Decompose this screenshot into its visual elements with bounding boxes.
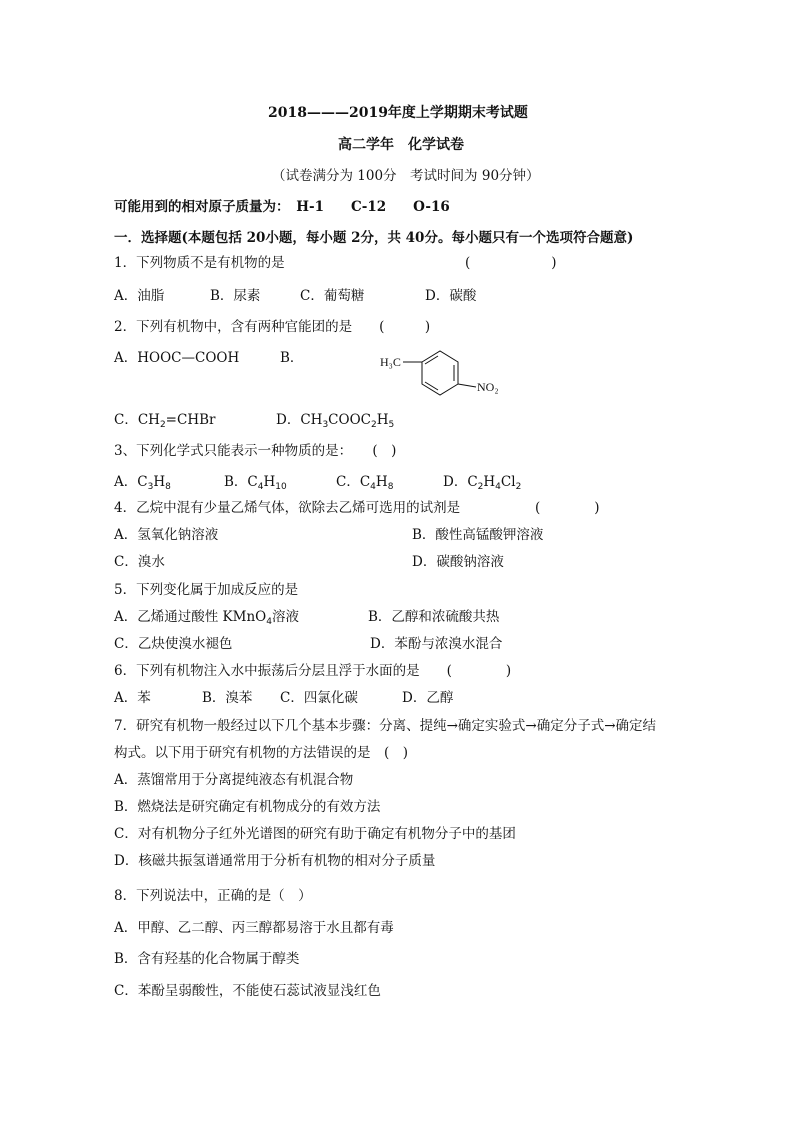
q6-option-a: A．苯	[114, 690, 151, 706]
q2-stem: 2．下列有机物中，含有两种官能团的是 ( )	[114, 319, 431, 335]
q3-option-b	[224, 473, 287, 496]
q7-option-c: C．对有机物分子红外光谱图的研究有助于确定有机物分子中的基团	[114, 826, 516, 842]
q1-option-a: A．油脂	[114, 288, 165, 304]
q5-a-part: A．乙烯通过酸性 KMnO	[114, 609, 267, 625]
q1-answer-paren: ( )	[465, 255, 557, 271]
q4-option-d: D．碳酸钠溶液	[412, 554, 504, 570]
exam-subtitle: 高二学年 化学试卷	[338, 137, 464, 153]
ring-double-bond	[425, 382, 438, 390]
exam-info: （试卷满分为 100分 考试时间为 90分钟）	[272, 168, 540, 184]
q6-stem: 6．下列有机物注入水中振荡后分层且浮于水面的是 ( )	[114, 663, 512, 679]
q6-option-d: D．乙醇	[402, 690, 454, 706]
q7-option-a: A．蒸馏常用于分离提纯液态有机混合物	[114, 772, 354, 788]
q2-option-b: B．	[280, 350, 304, 366]
q3-c-subscript: 4	[370, 482, 376, 492]
nitro-bond	[458, 384, 476, 387]
q3-option-c	[336, 473, 393, 496]
q5-stem: 5．下列变化属于加成反应的是	[114, 582, 299, 598]
q3-option-a	[114, 473, 171, 496]
q4-stem: 4．乙烷中混有少量乙烯气体，欲除去乙烯可选用的试剂是	[114, 500, 461, 516]
p-nitrotoluene-structure	[372, 340, 517, 402]
q1-option-d: D．碳酸	[425, 288, 477, 304]
q2-c-subscript: 2	[159, 420, 166, 430]
q3-d-part: Cl	[500, 474, 516, 490]
q7-stem-line2: 构式。以下用于研究有机物的方法错误的是 ( )	[114, 745, 409, 761]
q3-d-part: D．C	[443, 474, 478, 490]
q4-option-a: A．氢氧化钠溶液	[114, 527, 219, 543]
q2-d-subscript: 2	[370, 420, 377, 430]
q4-option-b: B．酸性高锰酸钾溶液	[412, 527, 544, 543]
q3-option-d	[443, 473, 521, 496]
q7-option-b: B．燃烧法是研究确定有机物成分的有效方法	[114, 799, 381, 815]
q7-option-d: D．核磁共振氢谱通常用于分析有机物的相对分子质量	[114, 853, 436, 869]
q3-c-part: H	[375, 474, 388, 490]
q3-d-subscript: 2	[477, 482, 484, 492]
q3-stem: 3、下列化学式只能表示一种物质的是： ( )	[114, 443, 397, 459]
q3-b-part: B．C	[224, 474, 258, 490]
q3-c-subscript: 8	[387, 482, 394, 492]
atomic-mass-line: 可能用到的相对原子质量为： H-1 C-12 O-16	[114, 199, 450, 215]
q2-c-part: =CHBr	[165, 412, 216, 428]
q2-c-part: C．CH	[114, 412, 160, 428]
q8-stem: 8．下列说法中，正确的是（ ）	[114, 888, 312, 904]
ring-double-bond	[425, 356, 438, 364]
q2-d-part: H	[376, 412, 389, 428]
q5-option-a	[114, 608, 299, 631]
q3-a-subscript: 3	[147, 482, 154, 492]
q3-a-part: A．C	[114, 474, 148, 490]
q4-option-c: C．溴水	[114, 554, 165, 570]
q3-a-part: H	[153, 474, 166, 490]
q3-b-subscript: 10	[275, 482, 287, 492]
exam-title: 2018———2019年度上学期期末考试题	[268, 105, 528, 121]
q3-b-part: H	[263, 474, 276, 490]
q2-d-part: D．CH	[276, 412, 323, 428]
q3-a-subscript: 8	[165, 482, 171, 492]
q2-option-c	[114, 411, 215, 434]
methyl-label: H₃C	[380, 355, 401, 369]
q7-stem-line1: 7．研究有机物一般经过以下几个基本步骤：分离、提纯→确定实验式→确定分子式→确定结	[114, 718, 657, 734]
q8-option-b: B．含有羟基的化合物属于醇类	[114, 951, 300, 967]
q1-option-c: C．葡萄糖	[300, 288, 365, 304]
q5-a-part: 溶液	[271, 609, 299, 625]
nitro-label: NO₂	[477, 380, 499, 394]
q6-option-c: C．四氯化碳	[280, 690, 358, 706]
q2-option-d	[276, 411, 394, 434]
q3-d-subscript: 2	[515, 482, 522, 492]
q2-d-part: COOC	[328, 412, 371, 428]
q3-d-subscript: 4	[495, 482, 501, 492]
benzene-ring	[422, 351, 458, 395]
q5-option-c: C．乙炔使溴水褪色	[114, 636, 233, 652]
q6-option-b: B．溴苯	[202, 690, 253, 706]
q8-option-c: C．苯酚呈弱酸性，不能使石蕊试液显浅红色	[114, 983, 381, 999]
q1-stem: 1．下列物质不是有机物的是	[114, 255, 285, 271]
q5-option-b: B．乙醇和浓硫酸共热	[368, 609, 500, 625]
q2-d-subscript: 5	[388, 420, 395, 430]
q3-c-part: C．C	[336, 474, 371, 490]
q5-option-d: D．苯酚与浓溴水混合	[370, 636, 503, 652]
section-heading: 一．选择题(本题包括 20小题，每小题 2分，共 40分。每小题只有一个选项符合题意)	[114, 230, 634, 246]
q4-answer-paren: ( )	[535, 500, 600, 516]
q1-option-b: B．尿素	[210, 288, 261, 304]
q3-b-subscript: 4	[257, 482, 264, 492]
q8-option-a: A．甲醇、乙二醇、丙三醇都易溶于水且都有毒	[114, 920, 394, 936]
q2-option-a: A．HOOC—COOH	[114, 350, 240, 366]
q2-d-subscript: 3	[322, 420, 329, 430]
q5-a-subscript: 4	[266, 617, 272, 627]
q3-d-part: H	[483, 474, 496, 490]
